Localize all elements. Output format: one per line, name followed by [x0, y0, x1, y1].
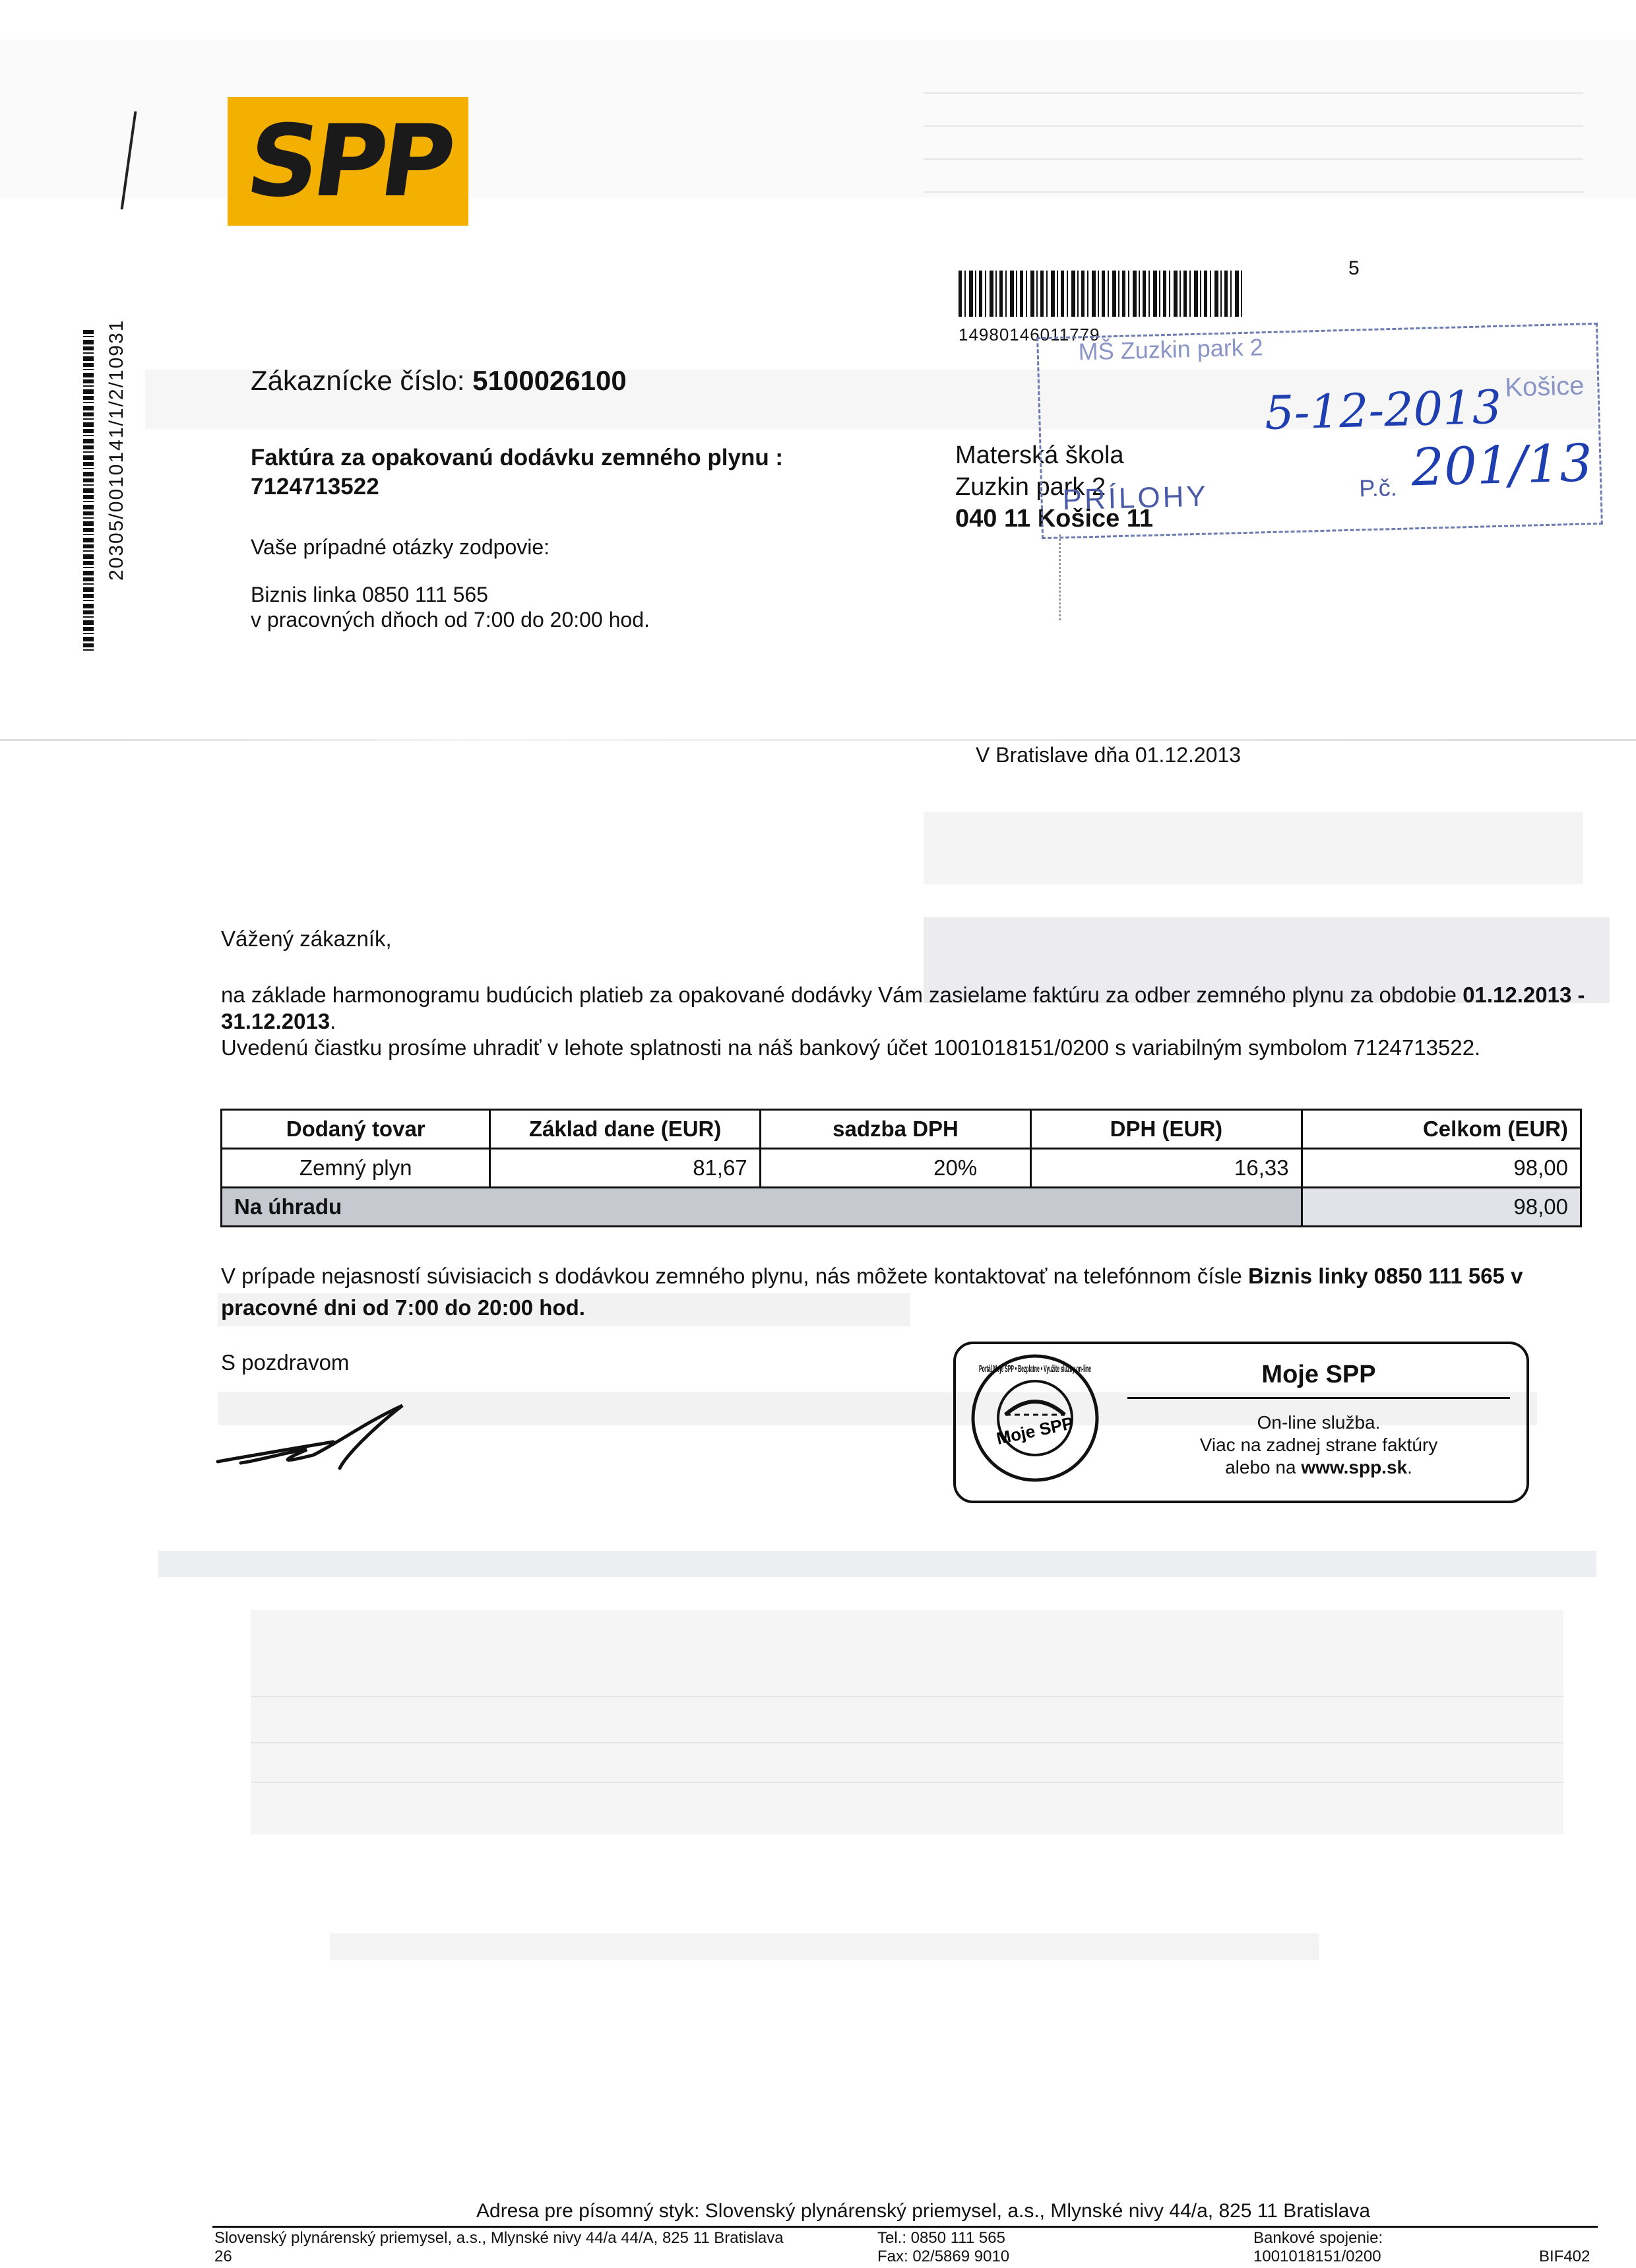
footer-correspondence-address: Adresa pre písomný styk: Slovenský plynárenský priemysel, a.s., Mlynské nivy 44/a, 825 11 Bratislava [476, 2200, 1371, 2222]
moje-spp-box [953, 1342, 1529, 1503]
stamp-attachments: PRÍLOHY [1061, 480, 1209, 517]
hotline-line: Biznis linka 0850 111 565 [251, 583, 488, 606]
bleed-block [924, 812, 1583, 884]
seal-ring-text: Portál Moje SPP • Bezplatne • Využite služby on-line [979, 1363, 1091, 1375]
page-number: 5 [1348, 257, 1360, 279]
handwritten-reg-number: 201/13 [1410, 434, 1594, 498]
col-vat: DPH (EUR) [1031, 1110, 1302, 1149]
signature [214, 1402, 406, 1475]
document-barcode [959, 271, 1242, 317]
invoice-number: 7124713522 [251, 474, 379, 500]
moje-link[interactable]: www.spp.sk [1301, 1457, 1408, 1477]
date-line: V Bratislave dňa 01.12.2013 [976, 743, 1242, 767]
closing-regards: S pozdravom [221, 1350, 350, 1375]
footer-form-code: BIF402 [1539, 2248, 1590, 2265]
footer-company-cont: 26 [214, 2248, 232, 2265]
bleed-table [251, 1610, 1563, 1834]
customer-number: 5100026100 [472, 365, 627, 396]
cell-tax-base: 81,67 [490, 1149, 760, 1188]
seal-center-text: Moje SPP [994, 1413, 1075, 1449]
registry-stamp [1036, 323, 1603, 539]
cell-goods: Zemný plyn [222, 1149, 490, 1188]
table-total-row [222, 1188, 1581, 1227]
billing-period-start: 01.12.2013 - [1463, 983, 1585, 1007]
logo-text: SPP [239, 104, 456, 219]
stamp-dotted-line [1059, 535, 1061, 620]
bleed-line [924, 158, 1583, 160]
customer-number-line [251, 365, 627, 397]
cell-vat-rate: 20% [760, 1149, 1030, 1188]
bleed-line [924, 92, 1583, 94]
stamp-city: Košice [1504, 371, 1585, 403]
footer-phone: Tel.: 0850 111 565 [877, 2229, 1005, 2247]
bleed-line [251, 1782, 1563, 1783]
contact-paragraph: V prípade nejasností súvisiacich s dodávkou zemného plynu, nás môžete kontaktovať na telefónnom čísle Biznis linky 0850 111 565 v pracovné dni od 7:00 do 20:00 hod. [221, 1264, 1523, 1320]
moje-divider [1127, 1397, 1510, 1399]
body-paragraph-1: na základe harmonogramu budúcich platieb za opakované dodávky Vám zasielame faktúru za odber zemného plynu za obdobie 01.12.2013 - 31.12.2013. [221, 983, 1585, 1033]
invoice-table [220, 1109, 1582, 1227]
customer-number-label: Zákaznícke číslo: [251, 365, 465, 396]
total-value: 98,00 [1302, 1188, 1581, 1227]
total-label: Na úhradu [222, 1188, 1302, 1227]
recipient-city: 040 11 Košice 11 [955, 505, 1154, 533]
stamp-pc-label: P.č. [1358, 473, 1398, 502]
stamp-institution: MŠ Zuzkin park 2 [1078, 333, 1264, 366]
recipient-street: Zuzkin park 2 [955, 473, 1106, 501]
bleed-line [924, 191, 1583, 193]
bleed-block [158, 1551, 1596, 1577]
hotline-hours: v pracovných dňoch od 7:00 do 20:00 hod. [251, 608, 650, 632]
spp-logo [228, 97, 468, 226]
moje-spp-title: Moje SPP [1261, 1361, 1376, 1388]
col-goods: Dodaný tovar [222, 1110, 490, 1149]
table-header-row [222, 1110, 1581, 1149]
cell-total: 98,00 [1302, 1149, 1581, 1188]
col-total: Celkom (EUR) [1302, 1110, 1581, 1149]
body-paragraph-2: Uvedenú čiastku prosíme uhradiť v lehote splatnosti na náš bankový účet 1001018151/0200 s variabilným symbolom 7124713522. [221, 1035, 1481, 1060]
questions-label: Vaše prípadné otázky zodpovie: [251, 535, 550, 559]
greeting: Vážený zákazník, [221, 926, 392, 951]
contact-hotline: Biznis linky 0850 111 565 v pracovné dni od 7:00 do 20:00 hod. [221, 1264, 1523, 1320]
recipient-name: Materská škola [955, 441, 1124, 469]
bleed-line [251, 1742, 1563, 1743]
footer-bank-label: Bankové spojenie: [1253, 2229, 1383, 2247]
col-tax-base: Základ dane (EUR) [490, 1110, 760, 1149]
barcode-number: 14980146011779 [959, 325, 1100, 344]
handwritten-date: 5-12-2013 [1264, 379, 1503, 441]
footer-company: Slovenský plynárenský priemysel, a.s., Mlynské nivy 44/a 44/A, 825 11 Bratislava [214, 2229, 784, 2247]
bleed-line [924, 125, 1583, 127]
footer-bank-account: 1001018151/0200 [1253, 2248, 1381, 2265]
fold-line [0, 739, 1636, 741]
footer-fax: Fax: 02/5869 9010 [877, 2248, 1010, 2265]
invoice-title: Faktúra za opakovanú dodávku zemného plynu : [251, 445, 784, 470]
bleed-line [251, 1696, 1563, 1697]
moje-spp-seal-icon [969, 1352, 1101, 1484]
moje-spp-text: On-line služba. Viac na zadnej strane faktúry alebo na www.spp.sk. [1199, 1412, 1438, 1477]
col-vat-rate: sadzba DPH [760, 1110, 1030, 1149]
side-code: 20305/0010141/1/2/10931 [106, 319, 127, 581]
table-row [222, 1149, 1581, 1188]
billing-period-end: 31.12.2013 [221, 1009, 330, 1033]
bleed-block [330, 1933, 1319, 1960]
side-barcode [83, 330, 94, 653]
cell-vat: 16,33 [1031, 1149, 1302, 1188]
invoice-heading [251, 443, 783, 502]
footer-divider [212, 2226, 1598, 2228]
